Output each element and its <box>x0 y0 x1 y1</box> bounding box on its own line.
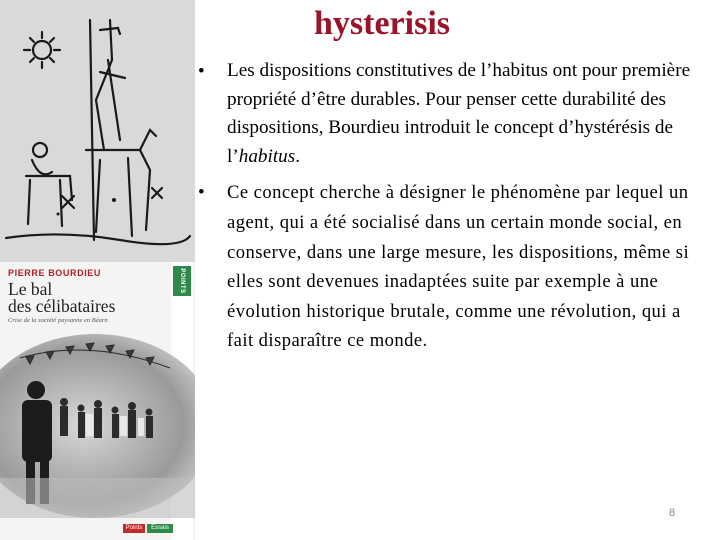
bullet-item-1 <box>198 57 698 171</box>
book-title <box>8 281 173 315</box>
series-badge <box>173 266 191 296</box>
sketch-drawing <box>0 0 195 262</box>
bullet-1-text: Les dispositions constitutives de l’habitus ont pour première propriété d’être durables. Pour penser cette durabilité des dispositions, Bourdieu introduit le concept d’hystérésis de l’ <box>227 60 691 167</box>
book-subtitle: Crise de la société paysanne en Béarn <box>8 317 108 324</box>
bullet-2-text: Ce concept cherche à désigner le phénomène par lequel un agent, qui a été socialisé dans un certain monde social, en conserve, dans une large mesure, les dispositions, même si elles sont devenues inadaptées suite par exemple à une évolution historique brutale, comme une révolution, qui a fait disparaître ce monde. <box>227 182 690 352</box>
publisher-logos <box>123 524 173 534</box>
bullet-item-2 <box>198 178 698 356</box>
publisher-logo-points: Points <box>123 524 145 533</box>
slide-title: hysterisis <box>314 5 450 42</box>
bullet-1-end: . <box>295 145 301 167</box>
book-cover-image <box>0 262 195 540</box>
book-title-line-2: des célibataires <box>8 296 116 316</box>
book-author: PIERRE BOURDIEU <box>8 268 102 278</box>
bullet-1-italic: habitus <box>238 145 296 167</box>
book-title-line-1: Le bal <box>8 279 53 299</box>
dance-photo-drawing <box>0 328 195 518</box>
publisher-logo-essais: Essais <box>147 524 173 533</box>
series-label: POINTS <box>179 268 185 294</box>
bullet-icon: • <box>198 61 205 82</box>
don-quixote-sketch-image <box>0 0 195 262</box>
book-photo <box>0 328 195 518</box>
bullet-list <box>198 57 698 363</box>
page-number: 8 <box>668 507 676 519</box>
bullet-icon: • <box>198 182 206 204</box>
